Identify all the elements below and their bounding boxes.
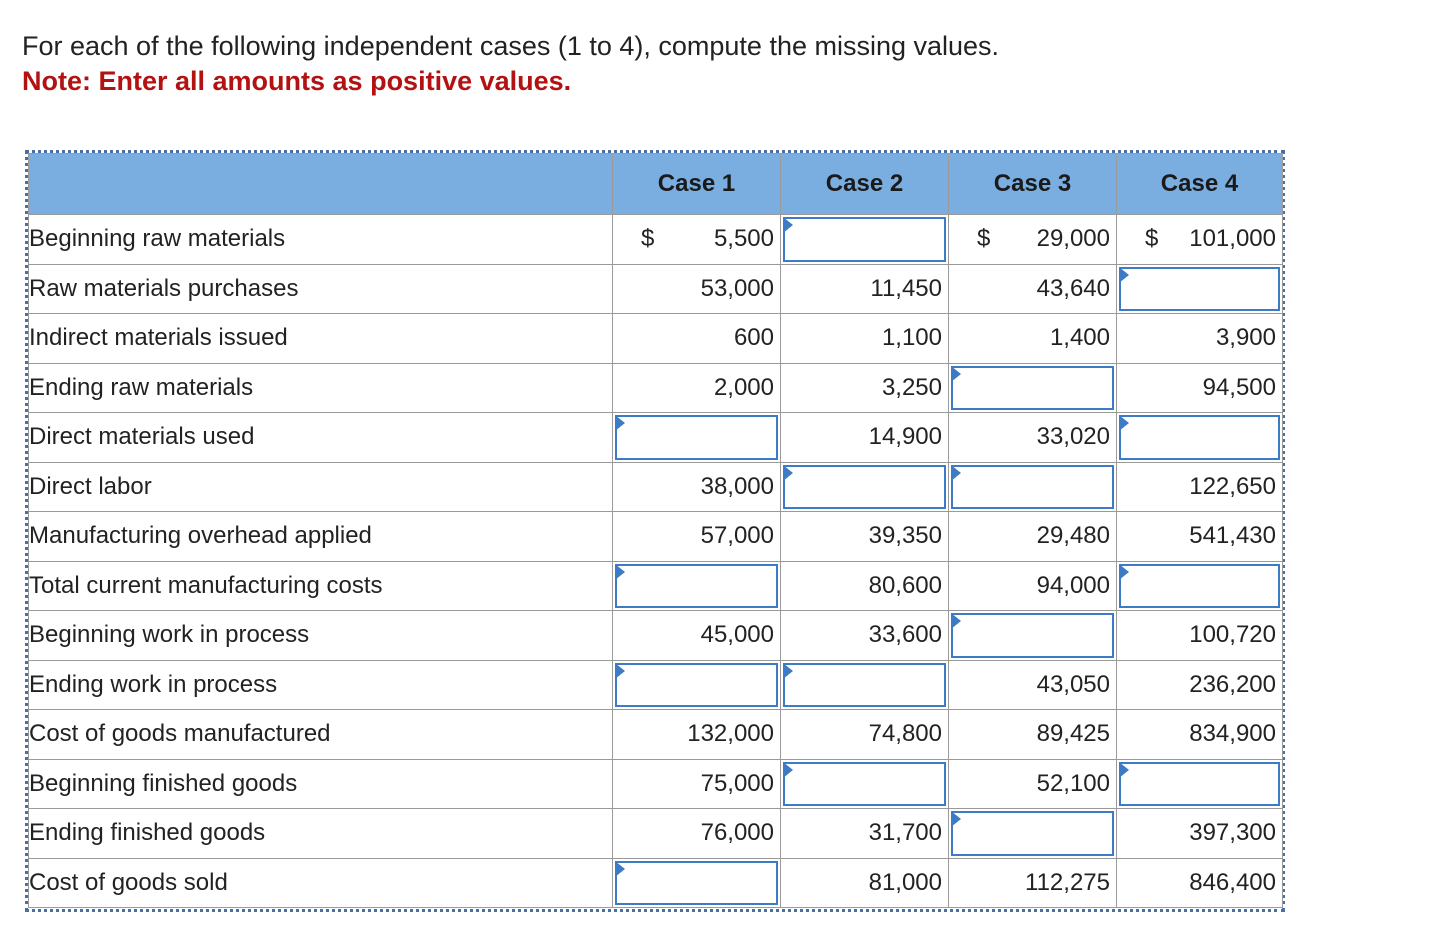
value-cell-case-4 [1117, 809, 1283, 859]
table-row [29, 660, 1283, 710]
cell-value: 112,275 [1025, 868, 1110, 896]
value-cell-case-3 [949, 512, 1117, 562]
answer-input[interactable] [1119, 267, 1280, 312]
value-cell-case-2 [781, 512, 949, 562]
cell-value: 57,000 [700, 522, 774, 550]
value-cell-case-2 [781, 809, 949, 859]
cell-value: 122,650 [1189, 472, 1276, 500]
row-label: Ending raw materials [29, 363, 613, 413]
header-case-3: Case 3 [949, 154, 1117, 215]
value-cell-case-2 [781, 314, 949, 364]
value-cell-case-4 [1117, 215, 1283, 265]
cell-value: 74,800 [868, 720, 942, 748]
cell-value: 132,000 [687, 720, 774, 748]
input-marker-icon [951, 811, 961, 827]
answer-cell-case-2 [781, 215, 949, 265]
value-cell-case-1 [613, 611, 781, 661]
answer-cell-case-4 [1117, 413, 1283, 463]
answer-input[interactable] [951, 613, 1114, 658]
input-marker-icon [783, 465, 793, 481]
cell-value: 236,200 [1189, 670, 1276, 698]
row-label: Direct labor [29, 462, 613, 512]
value-cell-case-2 [781, 611, 949, 661]
answer-input[interactable] [951, 465, 1114, 510]
value-cell-case-1 [613, 264, 781, 314]
value-cell-case-1 [613, 314, 781, 364]
answer-input[interactable] [951, 366, 1114, 411]
value-cell-case-1 [613, 215, 781, 265]
cell-value: 1,100 [881, 324, 942, 352]
value-cell-case-2 [781, 413, 949, 463]
value-cell-case-4 [1117, 512, 1283, 562]
answer-input[interactable] [1119, 564, 1280, 609]
cell-value: 3,900 [1215, 324, 1276, 352]
value-cell-case-4 [1117, 858, 1283, 908]
table-row [29, 462, 1283, 512]
row-label: Ending finished goods [29, 809, 613, 859]
header-case-2: Case 2 [781, 154, 949, 215]
cell-value: 3,250 [881, 373, 942, 401]
input-marker-icon [615, 663, 625, 679]
row-label: Direct materials used [29, 413, 613, 463]
instruction-text: For each of the following independent cases (1 to 4), compute the missing values. [22, 31, 1000, 61]
value-cell-case-4 [1117, 710, 1283, 760]
table-row [29, 561, 1283, 611]
value-cell-case-3 [949, 215, 1117, 265]
cell-value: 89,425 [1036, 720, 1110, 748]
row-label: Beginning work in process [29, 611, 613, 661]
answer-input[interactable] [615, 861, 778, 906]
value-cell-case-2 [781, 710, 949, 760]
cell-value: 76,000 [700, 819, 774, 847]
cell-value: 45,000 [700, 621, 774, 649]
row-label: Total current manufacturing costs [29, 561, 613, 611]
answer-input[interactable] [951, 811, 1114, 856]
answer-cell-case-1 [613, 858, 781, 908]
value-cell-case-2 [781, 363, 949, 413]
input-marker-icon [615, 415, 625, 431]
value-cell-case-3 [949, 858, 1117, 908]
cell-value: 29,000 [1036, 225, 1110, 253]
answer-cell-case-3 [949, 611, 1117, 661]
value-cell-case-1 [613, 462, 781, 512]
cell-value: 2,000 [713, 373, 774, 401]
value-cell-case-4 [1117, 314, 1283, 364]
instruction-note: Note: Enter all amounts as positive values. [22, 66, 572, 96]
header-case-1: Case 1 [613, 154, 781, 215]
currency-symbol: $ [1145, 225, 1159, 253]
value-cell-case-1 [613, 809, 781, 859]
table-row [29, 512, 1283, 562]
cell-value: 39,350 [868, 522, 942, 550]
answer-input[interactable] [783, 465, 946, 510]
cell-value: 38,000 [700, 472, 774, 500]
currency-symbol: $ [977, 225, 991, 253]
answer-input[interactable] [615, 663, 778, 708]
cell-value: 94,500 [1202, 373, 1276, 401]
value-cell-case-1 [613, 759, 781, 809]
table-row [29, 858, 1283, 908]
value-cell-case-1 [613, 512, 781, 562]
value-cell-case-3 [949, 561, 1117, 611]
row-label: Raw materials purchases [29, 264, 613, 314]
row-label: Cost of goods sold [29, 858, 613, 908]
cell-value: 541,430 [1189, 522, 1276, 550]
answer-cell-case-4 [1117, 759, 1283, 809]
value-cell-case-3 [949, 413, 1117, 463]
answer-cell-case-4 [1117, 264, 1283, 314]
row-label: Cost of goods manufactured [29, 710, 613, 760]
currency-symbol: $ [641, 225, 655, 253]
input-marker-icon [783, 663, 793, 679]
answer-cell-case-3 [949, 809, 1117, 859]
row-label: Beginning raw materials [29, 215, 613, 265]
answer-cell-case-4 [1117, 561, 1283, 611]
cases-table-container [25, 150, 1285, 912]
value-cell-case-2 [781, 858, 949, 908]
table-row [29, 759, 1283, 809]
cell-value: 52,100 [1036, 769, 1110, 797]
value-cell-case-4 [1117, 611, 1283, 661]
header-case-4: Case 4 [1117, 154, 1283, 215]
cell-value: 11,450 [870, 274, 942, 302]
input-marker-icon [951, 366, 961, 382]
table-row [29, 264, 1283, 314]
input-marker-icon [1119, 564, 1129, 580]
input-marker-icon [951, 465, 961, 481]
input-marker-icon [1119, 762, 1129, 778]
cell-value: 600 [733, 324, 774, 352]
table-row [29, 413, 1283, 463]
answer-cell-case-1 [613, 561, 781, 611]
value-cell-case-3 [949, 660, 1117, 710]
answer-input[interactable] [615, 415, 778, 460]
cell-value: 29,480 [1036, 522, 1110, 550]
value-cell-case-3 [949, 314, 1117, 364]
input-marker-icon [615, 861, 625, 877]
cell-value: 94,000 [1036, 571, 1110, 599]
value-cell-case-4 [1117, 363, 1283, 413]
cell-value: 80,600 [868, 571, 942, 599]
table-row [29, 215, 1283, 265]
cell-value: 1,400 [1049, 324, 1110, 352]
value-cell-case-3 [949, 264, 1117, 314]
table-row [29, 611, 1283, 661]
table-row [29, 710, 1283, 760]
cell-value: 33,020 [1036, 423, 1110, 451]
row-label: Beginning finished goods [29, 759, 613, 809]
table-row [29, 314, 1283, 364]
cell-value: 31,700 [868, 819, 942, 847]
answer-input[interactable] [1119, 762, 1280, 807]
answer-input[interactable] [783, 762, 946, 807]
cell-value: 100,720 [1189, 621, 1276, 649]
row-label: Ending work in process [29, 660, 613, 710]
cell-value: 43,050 [1036, 670, 1110, 698]
cell-value: 81,000 [868, 868, 942, 896]
input-marker-icon [783, 217, 793, 233]
answer-cell-case-1 [613, 660, 781, 710]
answer-cell-case-2 [781, 759, 949, 809]
answer-input[interactable] [783, 217, 946, 262]
value-cell-case-3 [949, 710, 1117, 760]
row-label: Indirect materials issued [29, 314, 613, 364]
cell-value: 33,600 [868, 621, 942, 649]
answer-cell-case-2 [781, 660, 949, 710]
instructions [22, 28, 1402, 98]
table-row [29, 809, 1283, 859]
answer-input[interactable] [783, 663, 946, 708]
row-label: Manufacturing overhead applied [29, 512, 613, 562]
answer-input[interactable] [615, 564, 778, 609]
answer-cell-case-2 [781, 462, 949, 512]
value-cell-case-4 [1117, 660, 1283, 710]
value-cell-case-2 [781, 561, 949, 611]
input-marker-icon [951, 613, 961, 629]
value-cell-case-2 [781, 264, 949, 314]
cell-value: 834,900 [1189, 720, 1276, 748]
header-row [29, 154, 1283, 215]
cell-value: 53,000 [700, 274, 774, 302]
input-marker-icon [1119, 267, 1129, 283]
value-cell-case-4 [1117, 462, 1283, 512]
value-cell-case-1 [613, 363, 781, 413]
cell-value: 846,400 [1189, 868, 1276, 896]
cell-value: 14,900 [868, 423, 942, 451]
cell-value: 5,500 [713, 225, 774, 253]
input-marker-icon [615, 564, 625, 580]
cell-value: 43,640 [1036, 274, 1110, 302]
cases-table [28, 153, 1283, 908]
value-cell-case-3 [949, 759, 1117, 809]
answer-cell-case-3 [949, 462, 1117, 512]
cell-value: 101,000 [1189, 225, 1276, 253]
answer-input[interactable] [1119, 415, 1280, 460]
header-label-col [29, 154, 613, 215]
input-marker-icon [1119, 415, 1129, 431]
answer-cell-case-1 [613, 413, 781, 463]
answer-cell-case-3 [949, 363, 1117, 413]
table-row [29, 363, 1283, 413]
table-body [29, 215, 1283, 908]
input-marker-icon [783, 762, 793, 778]
cell-value: 75,000 [700, 769, 774, 797]
value-cell-case-1 [613, 710, 781, 760]
cell-value: 397,300 [1189, 819, 1276, 847]
